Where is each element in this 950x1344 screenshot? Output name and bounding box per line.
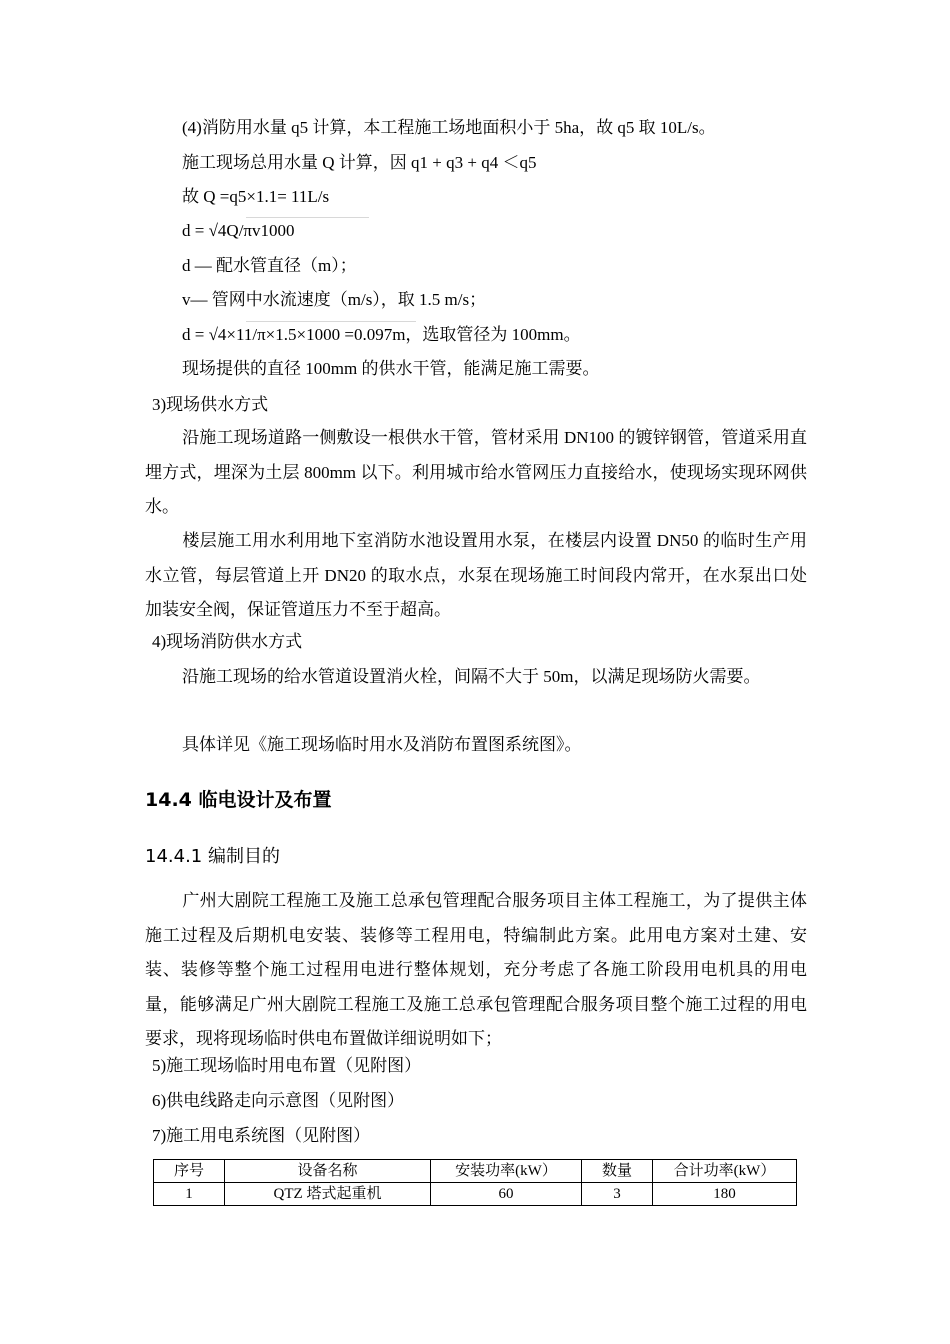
col-header: 设备名称	[225, 1160, 431, 1183]
heading-14-4: 14.4 临电设计及布置	[145, 789, 332, 811]
list-item-5: 5)施工现场临时用电布置（见附图）	[152, 1056, 422, 1075]
col-header: 安装功率(kW）	[431, 1160, 582, 1183]
calc-line-total-q: 施工现场总用水量 Q 计算，因 q1 + q3 + q4 ＜q5	[182, 153, 537, 172]
paragraph-5: 广州大剧院工程施工及施工总承包管理配合服务项目主体工程施工，为了提供主体施工过程及后期机电安装、装修等工程用电，特编制此方案。此用电方案对土建、安装、装修等整个施工过程用电进行整体规划，充分考虑了各施工阶段用电机具的用电量，能够满足广州大剧院工程施工及施工总承包管理配合服务项目整个施工过程的用电要求，现将现场临时供电布置做详细说明如下；	[145, 891, 807, 1048]
table-cell: 60	[431, 1183, 582, 1206]
calc-line-q5: (4)消防用水量 q5 计算，本工程施工场地面积小于 5ha，故 q5 取 10L/s。	[182, 118, 716, 137]
formula-d: d = √4Q/πv1000	[182, 221, 295, 240]
paragraph-1: 沿施工现场道路一侧敷设一根供水干管，管材采用 DN100 的镀锌钢管，管道采用直埋方式，埋深为土层 800mm 以下。利用城市给水管网压力直接给水，使现场实现环网供水。	[145, 428, 807, 516]
def-d: d — 配水管直径（m）；	[182, 256, 357, 275]
item-4: 4)现场消防供水方式	[152, 632, 303, 651]
sqrt-overline	[246, 217, 369, 218]
col-header: 数量	[582, 1160, 653, 1183]
paragraph-3: 沿施工现场的给水管道设置消火栓，间隔不大于 50m，以满足现场防火需要。	[182, 667, 761, 686]
supply-conclusion: 现场提供的直径 100mm 的供水干管，能满足施工需要。	[182, 359, 600, 378]
table-cell: 1	[154, 1183, 225, 1206]
col-header: 序号	[154, 1160, 225, 1183]
col-header: 合计功率(kW）	[653, 1160, 797, 1183]
formula-d-result: d = √4×11/π×1.5×1000 =0.097m，选取管径为 100mm。	[182, 325, 581, 344]
equipment-power-table	[153, 1159, 797, 1206]
table-row	[154, 1183, 797, 1206]
sqrt-overline	[246, 321, 416, 322]
paragraph-4: 具体详见《施工现场临时用水及消防布置图系统图》。	[182, 735, 582, 754]
list-item-7: 7)施工用电系统图（见附图）	[152, 1126, 371, 1145]
list-item-6: 6)供电线路走向示意图（见附图）	[152, 1091, 405, 1110]
paragraph-2: 楼层施工用水利用地下室消防水池设置用水泵，在楼层内设置 DN50 的临时生产用水立管，每层管道上开 DN20 的取水点，水泵在现场施工时间段内常开，在水泵出口处加装安全阀，保证管道压力不至于超高。	[145, 531, 807, 619]
calc-line-q-result: 故 Q =q5×1.1= 11L/s	[182, 187, 330, 206]
table-cell: 3	[582, 1183, 653, 1206]
heading-14-4-1: 14.4.1 编制目的	[145, 846, 280, 867]
table-header-row	[154, 1160, 797, 1183]
table-cell: QTZ 塔式起重机	[225, 1183, 431, 1206]
table-cell: 180	[653, 1183, 797, 1206]
item-3: 3)现场供水方式	[152, 395, 269, 414]
def-v: v— 管网中水流速度（m/s），取 1.5 m/s；	[182, 290, 487, 309]
